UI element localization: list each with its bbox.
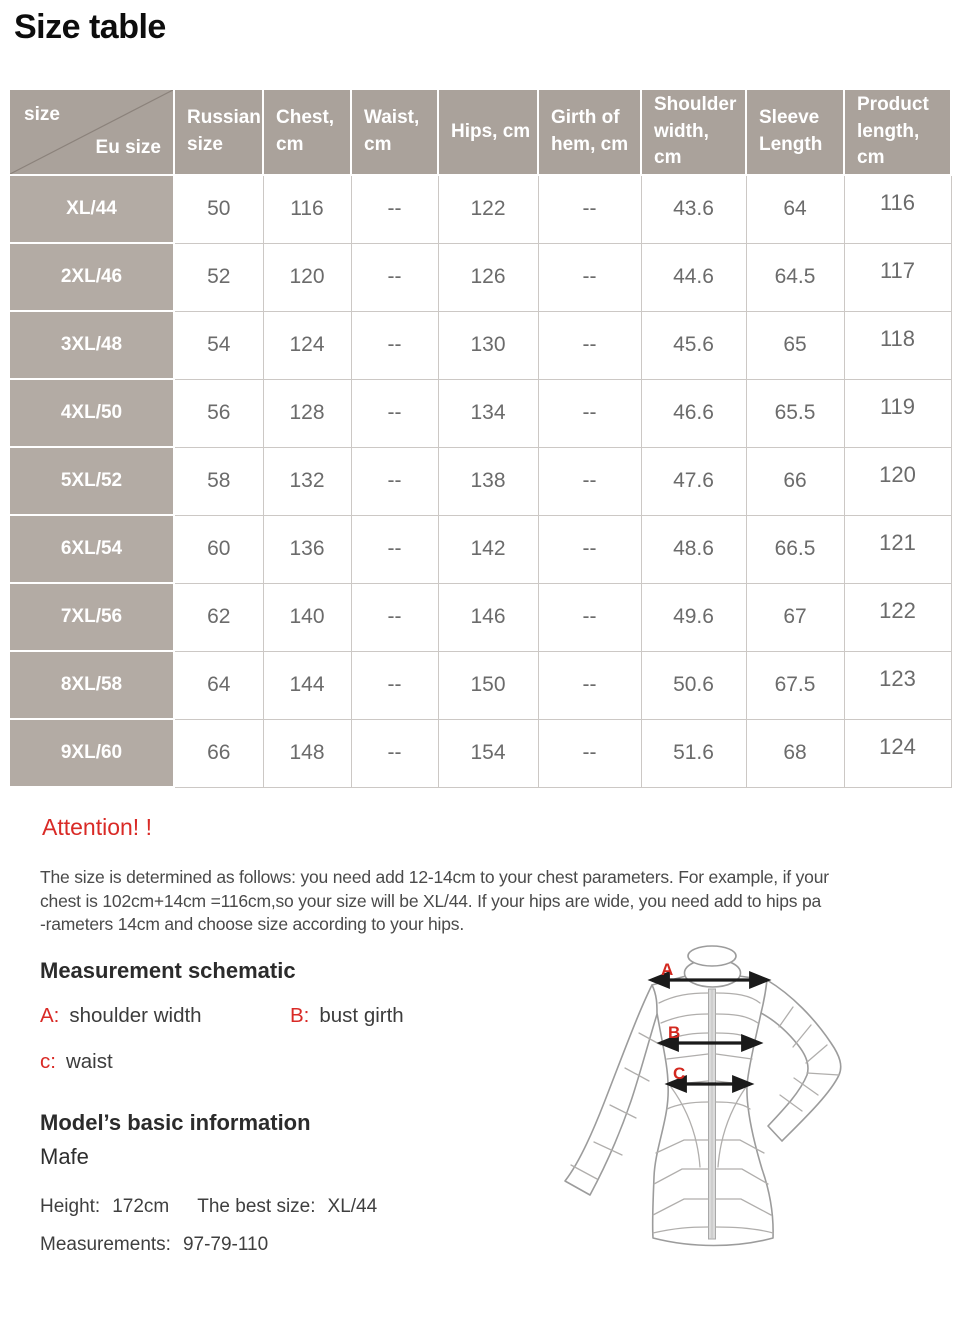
header-row [9,89,951,175]
diagram-label-b: B [668,1023,681,1042]
size-cell: 132 [263,447,351,515]
size-cell: -- [538,447,641,515]
size-cell: 64 [746,175,844,243]
column-header-shoulder-width: Shoulder width, cm [641,89,746,175]
size-cell: -- [538,243,641,311]
legend-key-b: B: [290,1004,310,1027]
row-size-label: 5XL/52 [9,447,174,515]
legend-row-c [40,1050,113,1074]
legend-item-c [40,1050,113,1073]
size-cell: 64 [174,651,263,719]
size-cell: 50.6 [641,651,746,719]
size-cell: 52 [174,243,263,311]
row-size-label: XL/44 [9,175,174,243]
column-header-russian-size: Russian size [174,89,263,175]
row-size-label: 3XL/48 [9,311,174,379]
size-cell: 154 [438,719,538,787]
size-cell: 121 [844,515,951,583]
column-header-chest: Chest, cm [263,89,351,175]
size-cell: 124 [844,719,951,787]
model-height-line [40,1196,377,1218]
size-cell: 116 [844,175,951,243]
size-cell: 49.6 [641,583,746,651]
row-size-label: 7XL/56 [9,583,174,651]
size-cell: 65 [746,311,844,379]
table-row [9,651,951,719]
size-cell: 142 [438,515,538,583]
height-value: 172cm [112,1196,170,1217]
legend-item-b [290,1004,404,1028]
table-row [9,583,951,651]
table-row [9,515,951,583]
measurements-label: Measurements: [40,1234,171,1255]
coat-zipper [709,989,716,1239]
column-header-waist: Waist, cm [351,89,438,175]
size-cell: -- [351,379,438,447]
size-cell: 47.6 [641,447,746,515]
page-title: Size table [14,8,166,46]
row-size-label: 2XL/46 [9,243,174,311]
legend-item-a [40,1004,202,1027]
row-size-label: 8XL/58 [9,651,174,719]
size-cell: 66.5 [746,515,844,583]
table-row [9,311,951,379]
size-cell: 66 [174,719,263,787]
model-name: Mafe [40,1144,89,1169]
size-cell: -- [538,379,641,447]
column-header-girth-of-hem: Girth of hem, cm [538,89,641,175]
column-header-product-length: Product length, cm [844,89,951,175]
height-label: Height: [40,1196,101,1217]
diagram-label-c: C [673,1064,686,1083]
size-cell: 126 [438,243,538,311]
size-cell: 148 [263,719,351,787]
coat-collar-top [688,946,736,966]
size-cell: -- [351,243,438,311]
size-cell: 134 [438,379,538,447]
size-cell: 150 [438,651,538,719]
size-cell: 67.5 [746,651,844,719]
size-cell: 50 [174,175,263,243]
table-row [9,447,951,515]
size-cell: -- [351,175,438,243]
table-row [9,379,951,447]
size-cell: 60 [174,515,263,583]
diagram-label-a: A [661,960,674,979]
size-cell: 54 [174,311,263,379]
size-cell: 128 [263,379,351,447]
corner-size-label: size [24,104,60,125]
table-row [9,175,951,243]
size-cell: 144 [263,651,351,719]
size-cell: 46.6 [641,379,746,447]
schematic-heading: Measurement schematic [40,958,296,983]
size-cell: -- [538,583,641,651]
size-cell: 120 [844,447,951,515]
size-cell: 118 [844,311,951,379]
size-table [8,88,952,788]
instruction-line: chest is 102cm+14cm =116cm,so your size will be XL/44. If your hips are wide, you need add to hips pa [40,890,822,911]
size-cell: 66 [746,447,844,515]
size-cell: 140 [263,583,351,651]
measurements-value: 97-79-110 [182,1234,269,1255]
coat-right-sleeve [761,980,841,1141]
row-size-label: 9XL/60 [9,719,174,787]
table-row [9,719,951,787]
size-cell: 43.6 [641,175,746,243]
size-cell: 130 [438,311,538,379]
best-size-value: XL/44 [327,1196,378,1217]
size-table-body [9,175,951,787]
size-cell: -- [351,651,438,719]
size-cell: 56 [174,379,263,447]
size-cell: 120 [263,243,351,311]
model-measurements-line [40,1234,268,1256]
size-cell: -- [538,311,641,379]
size-cell: 123 [844,651,951,719]
size-cell: 48.6 [641,515,746,583]
size-cell: -- [351,447,438,515]
legend-label-c: waist [65,1050,113,1073]
size-cell: 124 [263,311,351,379]
legend-label-b: bust girth [319,1004,404,1027]
size-cell: 68 [746,719,844,787]
coat-left-sleeve [565,985,658,1195]
legend-row-ab [40,1004,404,1028]
size-cell: -- [538,515,641,583]
size-cell: -- [538,651,641,719]
size-cell: -- [538,175,641,243]
size-cell: -- [351,311,438,379]
size-cell: -- [538,719,641,787]
legend-key-c: c: [40,1050,56,1073]
size-cell: -- [351,719,438,787]
legend-key-a: A: [40,1004,60,1027]
instruction-line: The size is determined as follows: you need add 12-14cm to your chest parameters. For example, if your [40,867,829,887]
column-header-hips: Hips, cm [438,89,538,175]
size-cell: -- [351,515,438,583]
size-cell: 122 [844,583,951,651]
legend-label-a: shoulder width [69,1004,202,1027]
model-info-heading: Model’s basic information [40,1110,311,1135]
corner-cell [9,89,174,175]
size-cell: 58 [174,447,263,515]
row-size-label: 4XL/50 [9,379,174,447]
size-cell: 138 [438,447,538,515]
table-row [9,243,951,311]
instruction-line: -rameters 14cm and choose size according to your hips. [40,914,464,934]
row-size-label: 6XL/54 [9,515,174,583]
size-cell: 146 [438,583,538,651]
size-cell: 45.6 [641,311,746,379]
best-size-label: The best size: [197,1196,316,1217]
size-cell: 62 [174,583,263,651]
size-cell: 136 [263,515,351,583]
size-cell: 116 [263,175,351,243]
corner-eu-size-label: Eu size [95,137,161,159]
size-cell: 65.5 [746,379,844,447]
size-cell: 67 [746,583,844,651]
column-header-sleeve-length: Sleeve Length [746,89,844,175]
size-cell: 119 [844,379,951,447]
size-cell: 64.5 [746,243,844,311]
size-cell: 122 [438,175,538,243]
size-cell: -- [351,583,438,651]
size-cell: 44.6 [641,243,746,311]
sizing-instructions [40,866,940,937]
size-cell: 117 [844,243,951,311]
attention-heading: Attention! ! [42,814,152,840]
coat-measurement-diagram [540,935,960,1295]
size-cell: 51.6 [641,719,746,787]
